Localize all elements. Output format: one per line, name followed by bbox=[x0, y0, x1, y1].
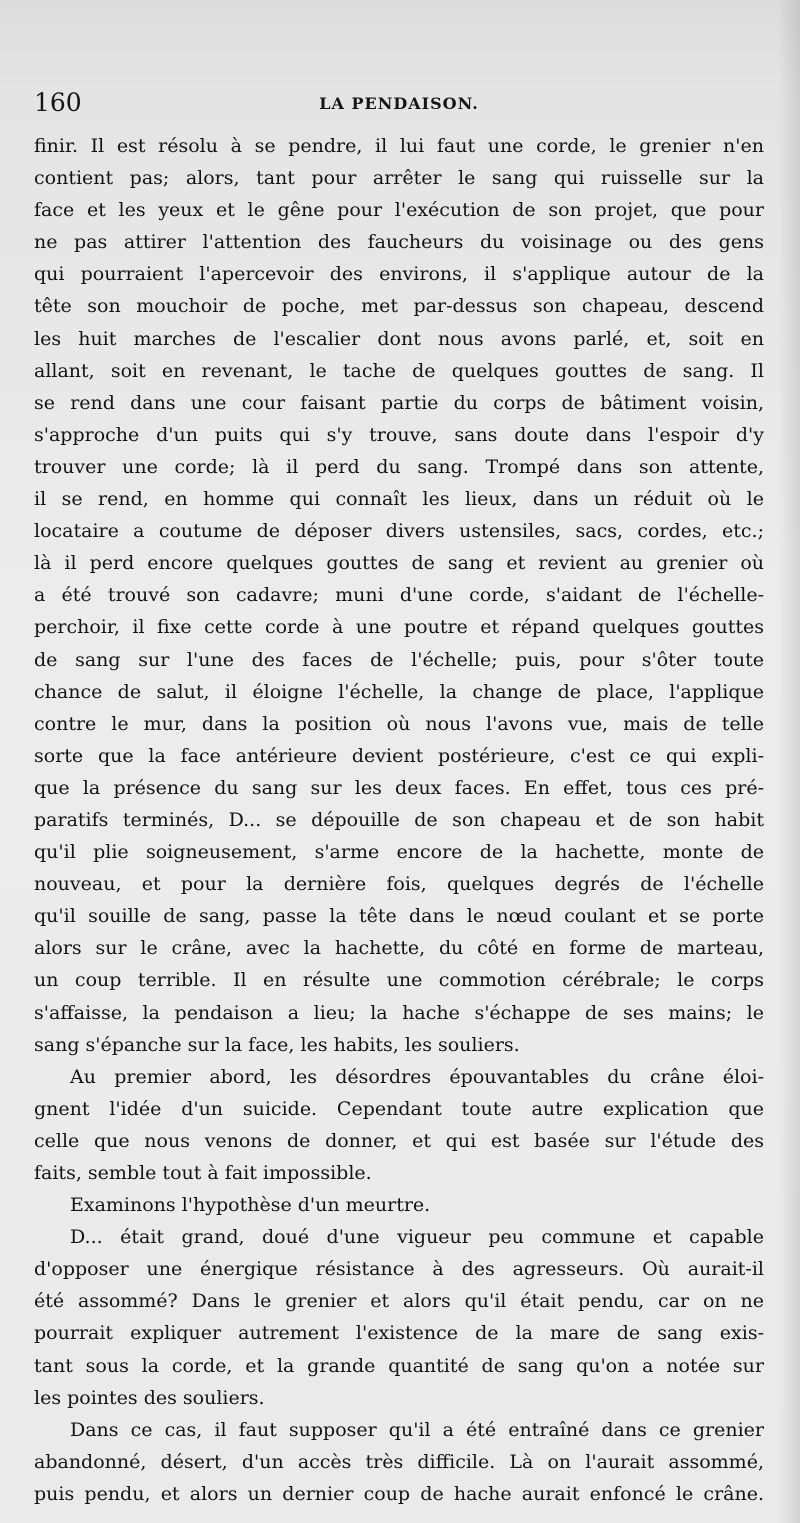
text-line: allant, soit en revenant, le tache de quelques gouttes de sang. Il bbox=[34, 359, 764, 382]
text-line: tête son mouchoir de poche, met par-dessus son chapeau, descend bbox=[34, 295, 764, 318]
page-number: 160 bbox=[34, 88, 82, 117]
text-line: Examinons l'hypothèse d'un meurtre. bbox=[70, 1194, 431, 1217]
text-line: il se rend, en homme qui connaît les lieux, dans un réduit où le bbox=[34, 488, 764, 511]
text-line: paratifs terminés, D... se dépouille de son chapeau et de son habit bbox=[34, 808, 764, 831]
text-line: D... était grand, doué d'une vigueur peu commune et capable bbox=[70, 1226, 764, 1249]
text-line: qu'il plie soigneusement, s'arme encore de la hachette, monte de bbox=[34, 841, 764, 864]
text-line: gnent l'idée d'un suicide. Cependant toute autre explication que bbox=[34, 1097, 764, 1120]
text-line: Dans ce cas, il faut supposer qu'il a été entraîné dans ce grenier bbox=[70, 1418, 764, 1441]
text-line: de sang sur l'une des faces de l'échelle; puis, pour s'ôter toute bbox=[34, 648, 764, 671]
running-title: LA PENDAISON. bbox=[319, 94, 479, 113]
text-line: pourrait expliquer autrement l'existence de la mare de sang exis- bbox=[34, 1322, 764, 1345]
text-line: là il perd encore quelques gouttes de sang et revient au grenier où bbox=[34, 552, 764, 575]
text-line: locataire a coutume de déposer divers ustensiles, sacs, cordes, etc.; bbox=[34, 520, 764, 543]
text-line: face et les yeux et le gêne pour l'exécution de son projet, que pour bbox=[34, 199, 764, 222]
text-line: les pointes des souliers. bbox=[34, 1386, 265, 1409]
text-line: chance de salut, il éloigne l'échelle, la change de place, l'applique bbox=[34, 680, 764, 703]
text-line: puis pendu, et alors un dernier coup de hache aurait enfoncé le crâne. bbox=[34, 1482, 764, 1505]
text-line: sang s'épanche sur la face, les habits, les souliers. bbox=[34, 1033, 520, 1056]
text-line: contient pas; alors, tant pour arrêter le sang qui ruisselle sur la bbox=[34, 167, 764, 190]
text-line: sorte que la face antérieure devient postérieure, c'est ce qui expli- bbox=[34, 744, 764, 767]
text-line: un coup terrible. Il en résulte une commotion cérébrale; le corps bbox=[34, 969, 764, 992]
text-line: trouver une corde; là il perd du sang. Trompé dans son attente, bbox=[34, 455, 764, 478]
text-line: a été trouvé son cadavre; muni d'une corde, s'aidant de l'échelle- bbox=[34, 584, 764, 607]
text-line: perchoir, il fixe cette corde à une poutre et répand quelques gouttes bbox=[34, 616, 764, 639]
text-line: les huit marches de l'escalier dont nous avons parlé, et, soit en bbox=[34, 327, 764, 350]
text-line: qu'il souille de sang, passe la tête dans le nœud coulant et se porte bbox=[34, 905, 764, 928]
text-line: s'affaisse, la pendaison a lieu; la hache s'échappe de ses mains; le bbox=[34, 1001, 764, 1024]
text-line: contre le mur, dans la position où nous l'avons vue, mais de telle bbox=[34, 712, 764, 735]
text-line: tant sous la corde, et la grande quantité de sang qu'on a notée sur bbox=[34, 1354, 764, 1377]
text-line: celle que nous venons de donner, et qui est basée sur l'étude des bbox=[34, 1129, 764, 1152]
body-text bbox=[34, 130, 764, 1510]
text-line: alors sur le crâne, avec la hachette, du côté en forme de marteau, bbox=[34, 937, 764, 960]
text-line: ne pas attirer l'attention des faucheurs du voisinage ou des gens bbox=[34, 231, 764, 254]
text-line: d'opposer une énergique résistance à des agresseurs. Où aurait-il bbox=[34, 1258, 764, 1281]
text-line: finir. Il est résolu à se pendre, il lui faut une corde, le grenier n'en bbox=[34, 135, 764, 157]
text-line: nouveau, et pour la dernière fois, quelques degrés de l'échelle bbox=[34, 873, 764, 896]
text-line: qui pourraient l'apercevoir des environs, il s'applique autour de la bbox=[34, 263, 764, 286]
text-line: faits, semble tout à fait impossible. bbox=[34, 1162, 372, 1184]
text-line: s'approche d'un puits qui s'y trouve, sans doute dans l'espoir d'y bbox=[34, 423, 764, 446]
text-line: se rend dans une cour faisant partie du corps de bâtiment voisin, bbox=[34, 391, 764, 414]
text-line: Au premier abord, les désordres épouvantables du crâne éloi- bbox=[70, 1065, 764, 1088]
text-line: abandonné, désert, d'un accès très difficile. Là on l'aurait assommé, bbox=[34, 1450, 764, 1473]
text-line: été assommé? Dans le grenier et alors qu'il était pendu, car on ne bbox=[34, 1290, 764, 1313]
text-line: que la présence du sang sur les deux faces. En effet, tous ces pré- bbox=[34, 776, 764, 799]
page-header bbox=[34, 86, 764, 120]
